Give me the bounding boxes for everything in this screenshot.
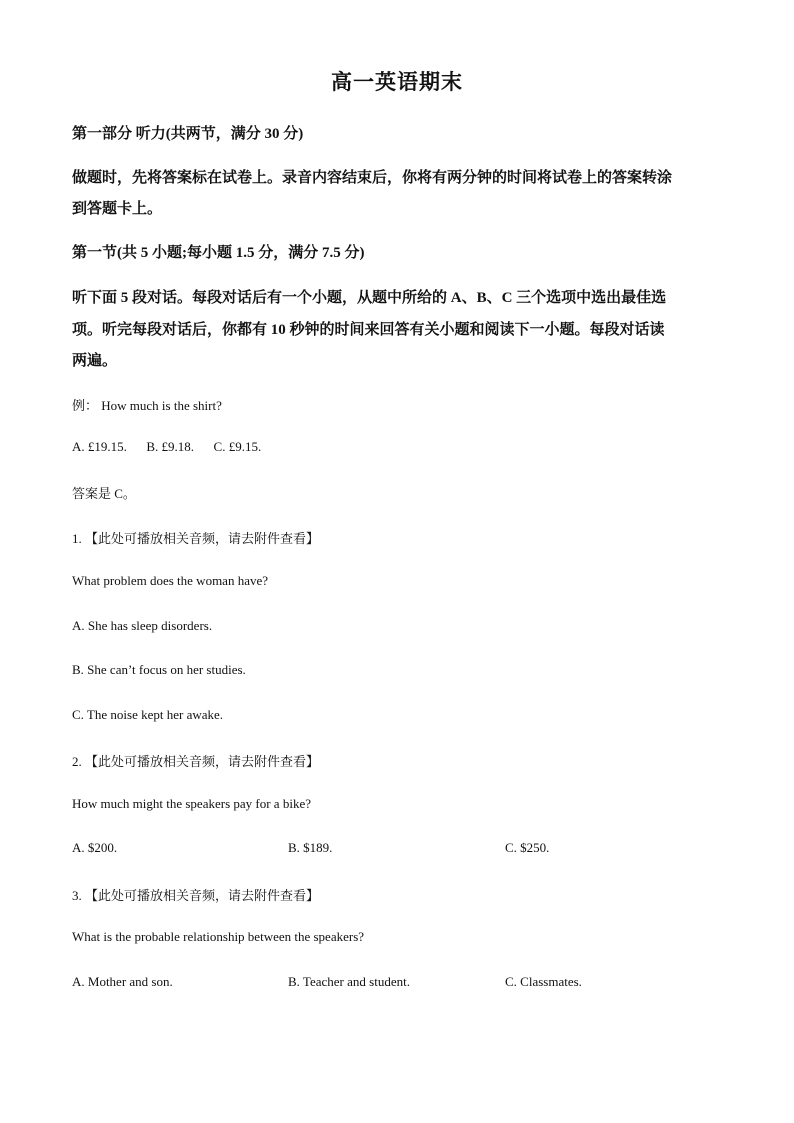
question-3-option-b: B. Teacher and student. [288,974,410,989]
question-3-option-a: A. Mother and son. [72,974,173,989]
question-2-text: How much might the speakers pay for a bike? [72,796,311,811]
part1-instruction-line: 到答题卡上。 [72,201,163,217]
example-options: A. £19.15. B. £9.18. C. £9.15. [72,439,262,454]
question-1-option-a: A. She has sleep disorders. [72,618,213,633]
part1-instruction-line: 做题时，先将答案标在试卷上。录音内容结束后，你将有两分钟的时间将试卷上的答案转涂 [72,170,673,186]
question-2-audio-line: 2. 【此处可播放相关音频，请去附件查看】 [72,754,320,769]
section1-heading: 第一节(共 5 小题;每小题 1.5 分，满分 7.5 分) [72,245,365,261]
example-answer: 答案是 C。 [72,486,136,501]
section1-instruction-line: 项。听完每段对话后，你都有 10 秒钟的时间来回答有关小题和阅读下一小题。每段对话读 [72,322,665,338]
question-3-text: What is the probable relationship between the speakers? [72,929,365,944]
question-2-option-c: C. $250. [505,840,550,855]
section1-instruction-line: 听下面 5 段对话。每段对话后有一个小题，从题中所给的 A、B、C 三个选项中选出最佳选 [72,290,667,306]
part1-heading: 第一部分 听力(共两节，满分 30 分) [72,126,304,142]
question-2-option-b: B. $189. [288,840,333,855]
question-1-option-b: B. She can’t focus on her studies. [72,662,246,677]
section1-instruction-line: 两遍。 [72,353,118,369]
example-question: 例： How much is the shirt? [72,398,222,413]
question-1-option-c: C. The noise kept her awake. [72,707,224,722]
question-1-text: What problem does the woman have? [72,573,269,588]
page-title: 高一英语期末 [331,70,463,94]
question-1-audio-line: 1. 【此处可播放相关音频，请去附件查看】 [72,531,320,546]
question-2-option-a: A. $200. [72,840,118,855]
question-3-option-c: C. Classmates. [505,974,582,989]
question-3-audio-line: 3. 【此处可播放相关音频，请去附件查看】 [72,888,320,903]
